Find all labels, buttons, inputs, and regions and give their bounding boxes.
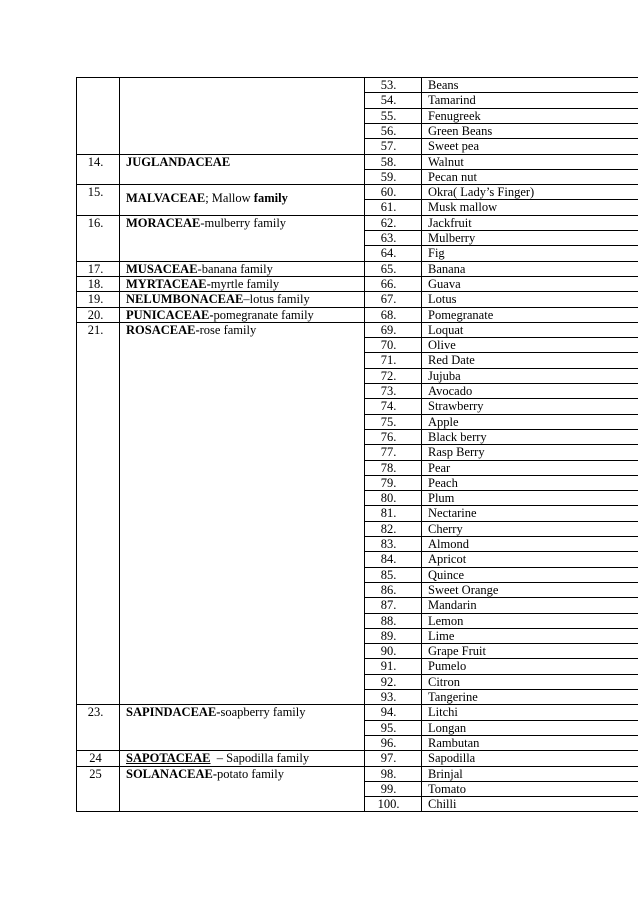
species-number: 63. (380, 231, 397, 245)
species-name: Plum (428, 491, 455, 506)
species-name: Sweet Orange (428, 582, 499, 597)
species-name: Jackfruit (428, 215, 472, 230)
family-name (126, 155, 230, 170)
species-number: 64. (380, 246, 397, 261)
species-number: 72. (380, 368, 397, 383)
species-number: 96. (380, 735, 397, 750)
species-number: 78. (380, 460, 397, 475)
species-number: 56. (380, 123, 397, 138)
species-number: 94. (380, 705, 397, 720)
species-number: 82. (380, 521, 397, 536)
species-name: Olive (428, 338, 456, 353)
species-name: Pear (428, 460, 451, 475)
table-bottom-border (76, 811, 638, 812)
species-name: Banana (428, 261, 466, 276)
species-number: 89. (380, 628, 397, 643)
species-name: Mandarin (428, 598, 477, 613)
column-border-species-no (364, 77, 365, 812)
species-name: Cherry (428, 521, 463, 536)
family-name (126, 216, 286, 231)
species-name: Musk mallow (428, 200, 498, 215)
species-name: Rasp Berry (428, 445, 485, 460)
species-name: Tangerine (428, 690, 478, 704)
species-name: Apple (428, 414, 459, 429)
species-name: Rambutan (428, 735, 480, 750)
family-number: 16. (87, 215, 104, 230)
family-name (126, 751, 309, 766)
species-name: Citron (428, 674, 460, 689)
family-name-part: JUGLANDACEAE (126, 154, 231, 169)
species-number: 100. (377, 797, 400, 812)
family-name (126, 323, 256, 338)
species-number: 77. (380, 445, 397, 460)
species-number: 73. (380, 384, 397, 398)
species-number: 99. (380, 781, 397, 796)
species-name: Chilli (428, 797, 457, 812)
family-name-part: –lotus family (243, 292, 310, 307)
species-number: 90. (380, 644, 397, 659)
species-name: Jujuba (428, 368, 461, 383)
species-number: 80. (380, 491, 397, 506)
family-name (126, 262, 273, 277)
species-name: Green Beans (428, 123, 493, 138)
species-name: Beans (428, 78, 459, 92)
family-name-part: SOLANACEAE- (126, 766, 217, 781)
species-name: Loquat (428, 322, 464, 337)
family-number: 19. (87, 292, 104, 307)
species-number: 54. (380, 93, 397, 108)
species-name: Grape Fruit (428, 644, 486, 659)
species-name: Pomegranate (428, 307, 494, 322)
column-border-species-name (421, 77, 422, 812)
family-name-part: myrtle family (210, 276, 280, 291)
species-number: 66. (380, 276, 397, 291)
family-number: 14. (87, 154, 104, 169)
species-name: Sapodilla (428, 751, 476, 766)
family-separator (76, 184, 638, 185)
species-number: 69. (380, 322, 397, 337)
family-name (126, 705, 306, 720)
species-number: 93. (380, 690, 397, 704)
species-number: 71. (380, 353, 397, 368)
family-name-part: rose family (199, 322, 257, 337)
species-number: 84. (380, 552, 397, 567)
species-number: 87. (380, 598, 397, 613)
column-border-family (119, 77, 120, 812)
family-name-part: potato family (217, 766, 284, 781)
species-name: Black berry (428, 429, 487, 444)
family-name-part: ; Mallow (205, 191, 254, 206)
family-name (126, 308, 314, 323)
family-number: 25 (89, 766, 102, 781)
species-name: Strawberry (428, 399, 484, 414)
family-name-part: NELUMBONACEAE (126, 292, 244, 307)
family-name-part: family (253, 191, 288, 206)
family-name-part: MORACEAE (126, 215, 201, 230)
species-name: Sweet pea (428, 139, 480, 154)
family-number: 21. (87, 322, 104, 337)
species-number: 85. (380, 567, 397, 582)
species-number: 86. (380, 582, 397, 597)
species-number: 81. (380, 506, 397, 521)
species-number: 79. (380, 475, 397, 490)
species-number: 88. (380, 613, 397, 628)
species-name: Tomato (428, 781, 467, 796)
species-name: Nectarine (428, 506, 477, 521)
family-name-part: MUSACEAE (126, 261, 198, 276)
family-number: 24 (89, 751, 102, 766)
family-name-part: MALVACEAE (126, 191, 206, 206)
family-name-part: MYRTACEAE- (126, 276, 211, 291)
species-name: Pecan nut (428, 169, 477, 184)
table-top-border (76, 77, 638, 78)
species-name: Guava (428, 276, 461, 291)
species-name: Tamarind (428, 93, 476, 108)
family-number: 23. (87, 705, 104, 720)
species-number: 75. (380, 414, 397, 429)
species-name: Quince (428, 567, 465, 582)
species-number: 91. (380, 659, 397, 674)
species-number: 57. (380, 139, 397, 154)
species-number: 62. (380, 215, 397, 230)
family-name-part: PUNICACEAE- (126, 307, 214, 322)
species-name: Peach (428, 475, 458, 490)
species-number: 68. (380, 307, 397, 322)
species-name: Litchi (428, 705, 458, 720)
family-number: 20. (87, 307, 104, 322)
species-name: Okra( Lady’s Finger) (428, 185, 535, 200)
species-name: Almond (428, 537, 469, 551)
family-name-part: -banana family (197, 261, 273, 276)
species-name: Apricot (428, 552, 467, 567)
species-name: Lime (428, 628, 455, 643)
species-name: Mulberry (428, 231, 476, 245)
species-number: 58. (380, 154, 397, 169)
species-name: Fig (428, 246, 445, 261)
species-number: 59. (380, 169, 397, 184)
family-name (126, 767, 284, 782)
species-name: Pumelo (428, 659, 467, 674)
species-number: 74. (380, 399, 397, 414)
family-name (126, 277, 279, 292)
species-number: 55. (380, 108, 397, 123)
family-name-part: SAPINDACEAE- (126, 705, 221, 720)
column-border-left (76, 77, 77, 812)
species-number: 61. (380, 200, 397, 215)
species-number: 65. (380, 261, 397, 276)
family-name-part: SAPOTACEAE (126, 751, 211, 766)
species-name: Lotus (428, 292, 457, 307)
species-number: 98. (380, 766, 397, 781)
family-name-part: -mulberry family (200, 215, 287, 230)
species-name: Red Date (428, 353, 475, 368)
species-number: 67. (380, 292, 397, 307)
species-number: 95. (380, 720, 397, 735)
family-name (126, 292, 310, 307)
species-number: 60. (380, 185, 397, 200)
species-name: Brinjal (428, 766, 463, 781)
family-name-part: soapberry family (220, 705, 306, 720)
family-name-part: – Sapodilla family (210, 751, 310, 766)
species-number: 70. (380, 338, 397, 353)
species-name: Fenugreek (428, 108, 481, 123)
family-name-part: ROSACEAE- (126, 322, 200, 337)
species-number: 97. (380, 751, 397, 766)
family-name (126, 191, 288, 206)
species-name: Lemon (428, 613, 464, 628)
family-number: 18. (87, 276, 104, 291)
family-number: 17. (87, 261, 104, 276)
family-name-part: pomegranate family (213, 307, 314, 322)
species-number: 53. (380, 78, 397, 92)
species-name: Avocado (428, 384, 473, 398)
species-number: 83. (380, 537, 397, 551)
family-number: 15. (87, 185, 104, 200)
species-name: Walnut (428, 154, 464, 169)
species-number: 76. (380, 429, 397, 444)
species-number: 92. (380, 674, 397, 689)
species-name: Longan (428, 720, 467, 735)
